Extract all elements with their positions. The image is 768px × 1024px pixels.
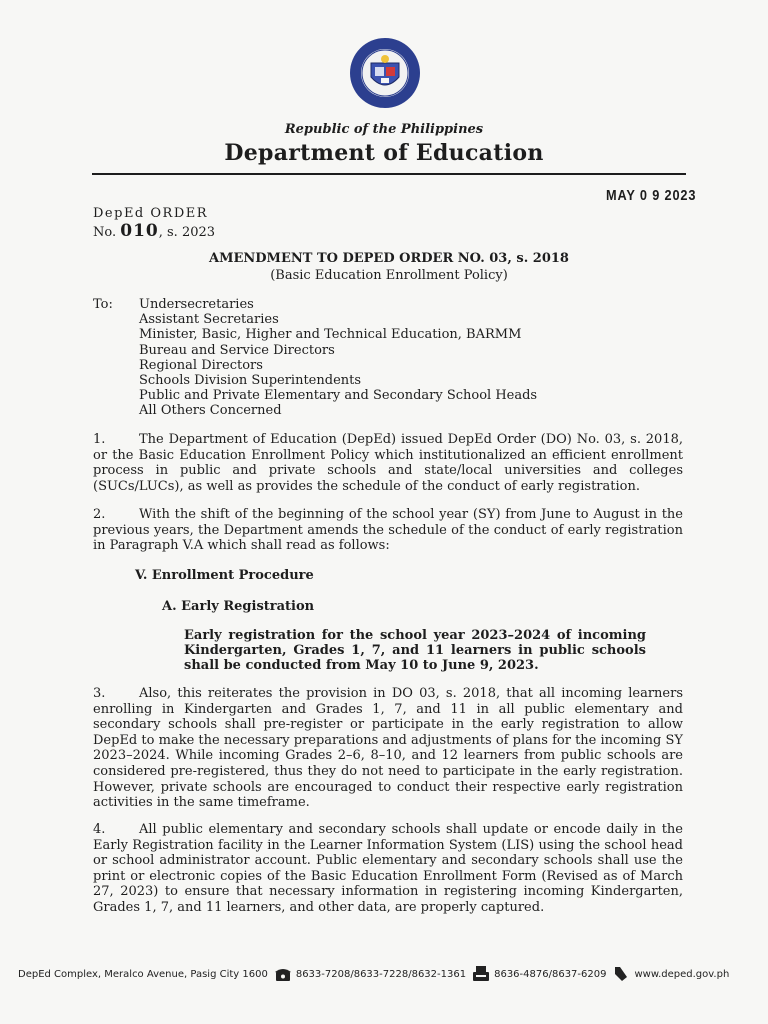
paragraph-number: 1. <box>93 432 106 447</box>
paragraph-text: Also, this reiterates the provision in DO 03, s. 2018, that all incoming learners enrolling in Kindergarten and Grades 1, 7, and 11 in all public elementary and secondary schools shall pre-register or participate in the early registration to allow DepEd to make the necessary preparations and adjustments of plans for the incoming SY 2023–2024. While incoming Grades 2–6, 8–10, and 12 learners from public schools are considered pre-registered, thus they do not need to participate in the early registration. However, private schools are encouraged to conduct their respective early registration activities in the same timeframe. <box>93 686 683 811</box>
list-item: Minister, Basic, Higher and Technical Education, BARMM <box>139 327 522 343</box>
republic-heading: Republic of the Philippines <box>284 122 484 137</box>
globe-icon <box>612 965 630 983</box>
list-item: Assistant Secretaries <box>139 312 279 328</box>
deped-seal-icon <box>349 37 421 109</box>
order-label: DepEd ORDER <box>93 206 209 221</box>
department-heading: Department of Education <box>224 140 544 166</box>
paragraph-number: 3. <box>93 686 106 701</box>
document-subtitle: (Basic Education Enrollment Policy) <box>270 268 508 283</box>
section-heading-v: V. Enrollment Procedure <box>135 568 314 583</box>
paragraph-number: 2. <box>93 507 106 522</box>
paragraph-number: 4. <box>93 822 106 837</box>
order-no-prefix: No. <box>93 225 117 240</box>
paragraph-text: The Department of Education (DepEd) issued DepEd Order (DO) No. 03, s. 2018, or the Basic Education Enrollment Policy which institutionalized an efficient enrollment process in public and private schools and state/local universities and colleges (SUCs/LUCs), as well as provides the schedule of the conduct of early registration. <box>93 432 683 494</box>
order-series: , s. 2023 <box>158 225 216 240</box>
list-item: Undersecretaries <box>139 297 254 312</box>
list-item: All Others Concerned <box>139 403 282 419</box>
section-heading-a: A. Early Registration <box>162 599 315 614</box>
footer-contact <box>18 962 758 986</box>
recipients-label: To: <box>93 297 113 312</box>
document-title: AMENDMENT TO DEPED ORDER NO. 03, s. 2018 <box>209 251 569 266</box>
list-item: Bureau and Service Directors <box>139 342 335 358</box>
order-number-line <box>93 221 215 241</box>
paragraph-2 <box>93 507 683 554</box>
footer-website[interactable]: www.deped.gov.ph <box>634 968 730 980</box>
paragraph-4 <box>93 822 683 916</box>
list-item: Schools Division Superintendents <box>139 373 362 389</box>
recipients-list <box>139 297 537 419</box>
list-item: Public and Private Elementary and Secondary School Heads <box>139 388 538 404</box>
paragraph-3 <box>93 686 683 811</box>
list-item: Regional Directors <box>139 357 263 373</box>
footer-address: DepEd Complex, Meralco Avenue, Pasig City 1600 <box>18 968 268 980</box>
telephone-icon <box>274 965 292 983</box>
footer-fax: 8636-4876/8637-6209 <box>494 968 607 980</box>
fax-icon <box>472 965 490 983</box>
footer-phones: 8633-7208/8633-7228/8632-1361 <box>295 968 467 980</box>
paragraph-text: All public elementary and secondary schools shall update or encode daily in the Early Registration facility in the Learner Information System (LIS) using the school head or school administrator account. Public elementary and secondary schools shall use the print or electronic copies of the Basic Education Enrollment Form (Revised as of March 27, 2023) to ensure that necessary information in registering incoming Kindergarten, Grades 1, 7, and 11 learners, and other data, are properly captured. <box>93 822 683 915</box>
paragraph-1 <box>93 432 683 494</box>
highlighted-provision: Early registration for the school year 2023–2024 of incoming Kindergarten, Grades 1, 7, and 11 learners in public schools shall be conducted from May 10 to June 9, 2023. <box>184 628 646 674</box>
paragraph-text: With the shift of the beginning of the school year (SY) from June to August in the previous years, the Department amends the schedule of the conduct of early registration in Paragraph V.A which shall read as follows: <box>93 507 683 554</box>
header-divider <box>92 173 686 175</box>
date-stamp: MAY 0 9 2023 <box>606 187 697 204</box>
order-number: 010 <box>120 221 159 241</box>
